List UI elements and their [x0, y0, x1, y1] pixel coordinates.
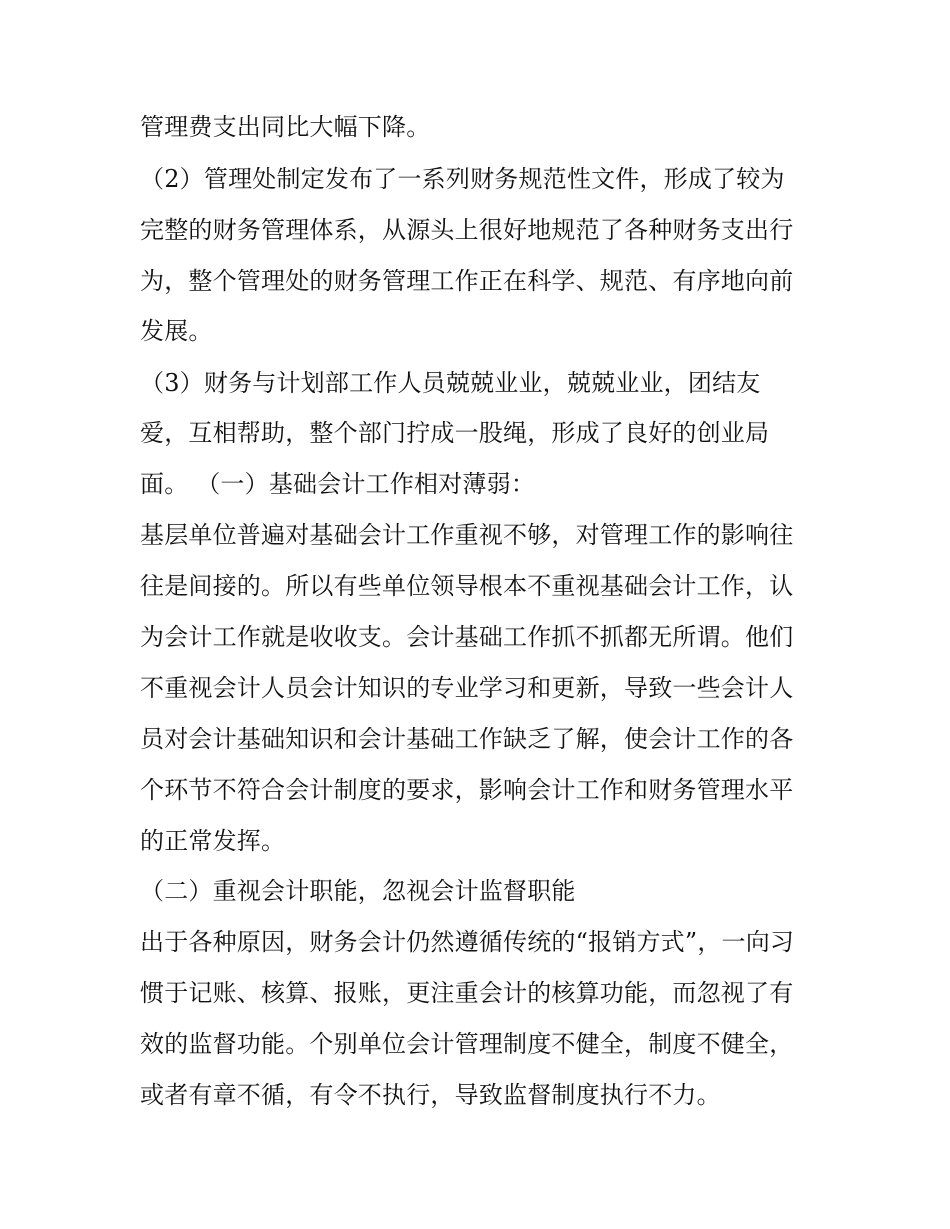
- text-line: 爱，互相帮助，整个部门拧成一股绳，形成了良好的创业局: [140, 419, 770, 447]
- text-line: 员对会计基础知识和会计基础工作缺乏了解，使会计工作的各: [140, 725, 794, 753]
- text-line: （2）管理处制定发布了一系列财务规范性文件，形成了较为: [140, 165, 785, 193]
- text-line: 不重视会计人员会计知识的专业学习和更新，导致一些会计人: [140, 674, 794, 702]
- text-line: 基层单位普遍对基础会计工作重视不够，对管理工作的影响往: [140, 521, 794, 549]
- text-line: 出于各种原因，财务会计仍然遵循传统的“报销方式”，一向习: [140, 928, 795, 956]
- text-line: 面。 （一）基础会计工作相对薄弱：: [140, 470, 536, 498]
- text-line: （3）财务与计划部工作人员兢兢业业，兢兢业业，团结友: [140, 369, 761, 397]
- text-line: 个环节不符合会计制度的要求，影响会计工作和财务管理水平: [140, 776, 794, 804]
- text-line: 完整的财务管理体系，从源头上很好地规范了各种财务支出行: [140, 216, 794, 244]
- text-line: 往是间接的。所以有些单位领导根本不重视基础会计工作，认: [140, 572, 794, 600]
- text-line: （二）重视会计职能，忽视会计监督职能: [140, 877, 576, 905]
- text-line: 的正常发挥。: [140, 827, 286, 855]
- text-line: 为，整个管理处的财务管理工作正在科学、规范、有序地向前: [140, 267, 794, 295]
- text-line: 或者有章不循，有令不执行，导致监督制度执行不力。: [140, 1081, 721, 1109]
- text-line: 发展。: [140, 317, 213, 345]
- text-line: 为会计工作就是收收支。会计基础工作抓不抓都无所谓。他们: [140, 623, 794, 651]
- text-line: 效的监督功能。个别单位会计管理制度不健全，制度不健全，: [140, 1030, 794, 1058]
- text-line: 管理费支出同比大幅下降。: [140, 113, 431, 141]
- text-line: 惯于记账、核算、报账，更注重会计的核算功能，而忽视了有: [140, 979, 794, 1007]
